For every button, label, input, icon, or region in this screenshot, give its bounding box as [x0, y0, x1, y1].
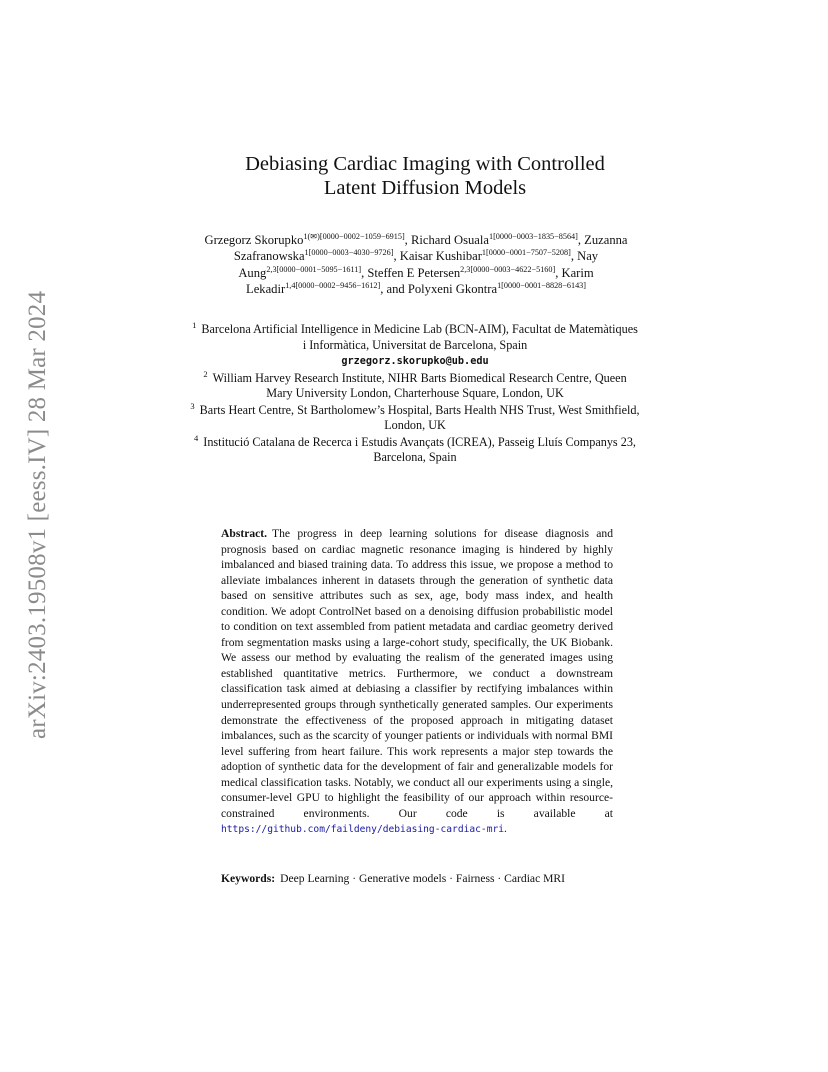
- author-separator: ,: [570, 249, 578, 264]
- affiliation-number: 1: [192, 320, 197, 330]
- paper-title: [160, 152, 690, 200]
- affiliation-text: Barts Heart Centre, St Bartholomew’s Hospital, Barts Health NHS Trust, West Smithfield, London, UK: [199, 402, 640, 432]
- title-line-1: Debiasing Cardiac Imaging with Controlled: [245, 153, 605, 175]
- affiliations: [190, 322, 640, 467]
- affiliation-2: [190, 368, 640, 402]
- author-separator: ,: [393, 249, 400, 264]
- corresponding-email[interactable]: grzegorz.skorupko@ub.edu: [341, 356, 489, 367]
- arxiv-identifier-stamp: arXiv:2403.19508v1 [eess.IV] 28 Mar 2024: [24, 290, 51, 740]
- abstract-body: The progress in deep learning solutions for disease diagnosis and prognosis based on cardiac magnetic resonance imaging is hindered by highly imbalanced and biased training data. To address this issue, we propose a method to alleviate imbalances inherent in datasets through the generation of synthetic data based on sensitive attributes such as sex, age, body mass index, and health condition. We adopt ControlNet based on a denoising diffusion probabilistic model to condition on text assembled from patient metadata and cardiac geometry derived from segmentation masks using a large-cohort study, specifically, the UK Biobank. We assess our method by evaluating the realism of the generated images using established quantitative metrics. Furthermore, we conduct a downstream classification task aimed at debiasing a classifier by rectifying imbalances within underrepresented groups through synthetically generated samples. Our experiments demonstrate the effectiveness of the proposed approach in mitigating dataset imbalances, such as the scarcity of younger patients or individuals with normal BMI level suffering from heart failure. This work represents a major step towards the adoption of synthetic data for the development of fair and generalizable models for medical classification tasks. Notably, we conduct all our experiments using a single, consumer-level GPU to highlight the feasibility of our approach within resource-constrained environments. Our code is available at: [221, 527, 613, 820]
- keywords-label: Keywords:: [221, 872, 276, 885]
- author-list: [176, 232, 656, 298]
- abstract-label: Abstract.: [221, 527, 268, 540]
- author-name: Nay Aung: [238, 249, 599, 280]
- author-orcid: 1[0000−0003−1835−8564]: [488, 232, 578, 241]
- abstract-end: .: [504, 822, 507, 836]
- affiliation-text: Barcelona Artificial Intelligence in Medicine Lab (BCN-AIM), Facultat de Matemàtiques i Informàtica, Universitat de Barcelona, Spain: [201, 322, 638, 352]
- author-separator: ,: [577, 233, 585, 247]
- author-separator: ,: [404, 233, 411, 247]
- author-name: Kaisar Kushibar: [399, 249, 482, 264]
- author-name: Richard Osuala: [410, 233, 489, 247]
- author-separator: ,: [555, 265, 562, 280]
- affiliation-text: William Harvey Research Institute, NIHR Barts Biomedical Research Centre, Queen Mary University London, Charterhouse Square, London, UK: [212, 370, 627, 400]
- abstract: [221, 526, 613, 838]
- author-orcid: 1[0000−0003−4030−9726]: [304, 248, 394, 258]
- author-separator: ,: [361, 265, 368, 280]
- affiliation-1: [190, 322, 640, 370]
- affiliation-number: 4: [194, 432, 199, 443]
- author-orcid: 1[0000−0001−8828−6143]: [497, 281, 586, 291]
- affiliation-number: 2: [203, 368, 208, 379]
- author-name: Zuzanna Szafranowska: [233, 233, 628, 264]
- author-orcid: 2,3[0000−0003−4622−5160]: [460, 264, 556, 274]
- author-name: Grzegorz Skorupko: [204, 233, 304, 247]
- affiliation-text: Institució Catalana de Recerca i Estudis Avançats (ICREA), Passeig Lluís Companys 23, Barcelona, Spain: [203, 434, 636, 464]
- author-name: Karim Lekadir: [246, 265, 594, 297]
- author-name: Polyxeni Gkontra: [407, 282, 498, 297]
- code-repository-link[interactable]: https://github.com/faildeny/debiasing-cardiac-mri: [221, 824, 505, 836]
- title-line-2: Latent Diffusion Models: [323, 177, 527, 199]
- author-orcid: 1[0000−0001−7507−5208]: [481, 248, 571, 258]
- author-orcid: 2,3[0000−0001−5095−1611]: [266, 264, 362, 274]
- author-orcid: 1(✉)[0000−0002−1059−6915]: [303, 232, 405, 241]
- author-name: Steffen E Petersen: [367, 265, 461, 280]
- author-separator: , and: [380, 282, 408, 297]
- affiliation-4: [190, 432, 640, 466]
- keywords-text: Deep Learning · Generative models · Fairness · Cardiac MRI: [280, 872, 566, 885]
- affiliation-number: 3: [190, 400, 195, 411]
- author-orcid: 1,4[0000−0002−9456−1612]: [285, 281, 381, 291]
- affiliation-3: [190, 400, 640, 434]
- keywords: [221, 871, 613, 887]
